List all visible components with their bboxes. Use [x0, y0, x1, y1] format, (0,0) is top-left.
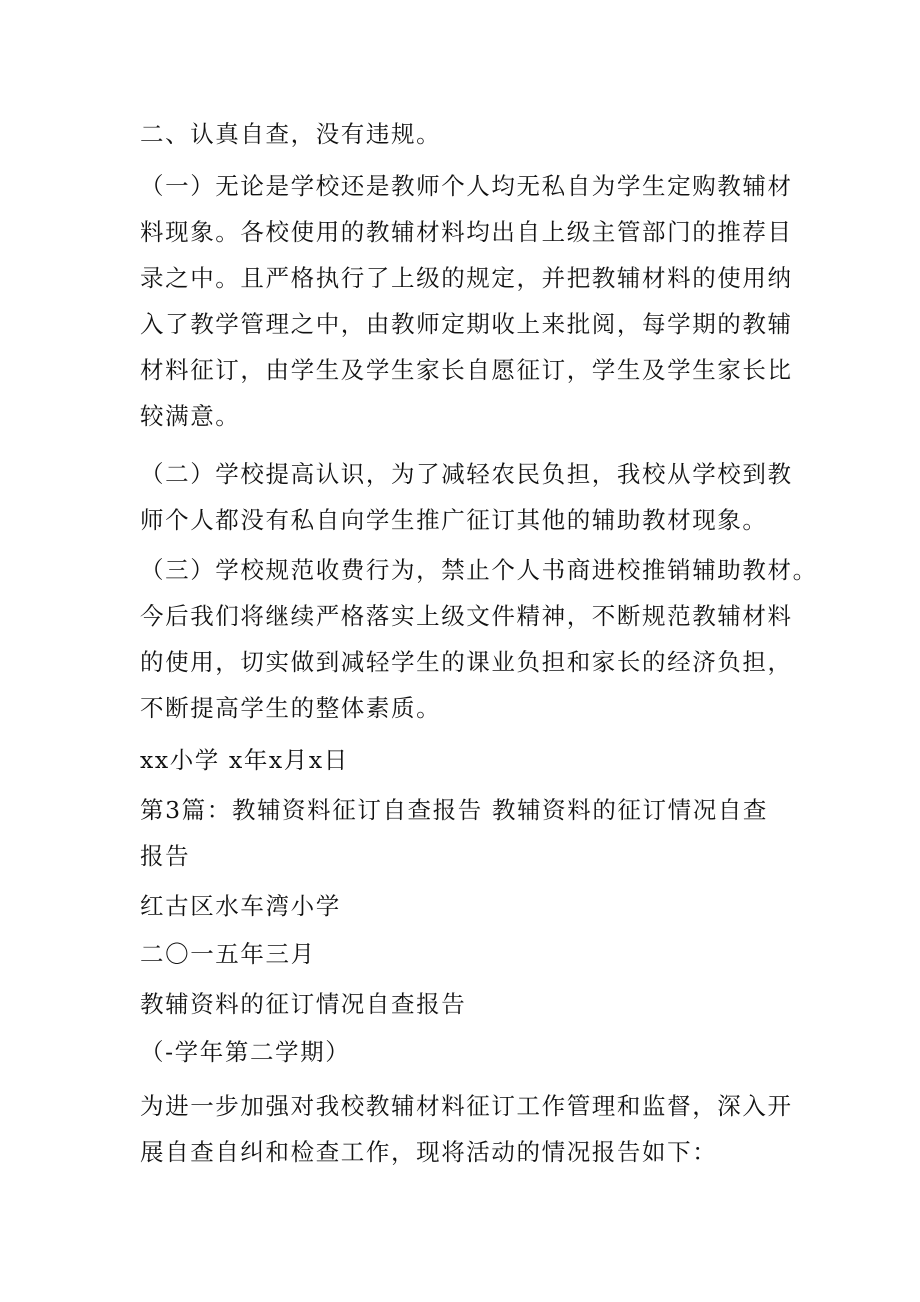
paragraph-line: 展自查自纠和检查工作，现将活动的情况报告如下：: [140, 1138, 718, 1166]
paragraph-line: 入了教学管理之中，由教师定期收上来批阅，每学期的教辅: [140, 310, 793, 338]
paragraph-line: 材料征订，由学生及学生家长自愿征订，学生及学生家长比: [140, 356, 793, 384]
paragraph-line: 师个人都没有私自向学生推广征订其他的辅助教材现象。: [140, 506, 768, 534]
paragraph-line: （二）学校提高认识，为了减轻农民负担，我校从学校到教: [140, 460, 793, 488]
chapter-title-line: 报告: [140, 842, 191, 870]
paragraph-line: 今后我们将继续严格落实上级文件精神，不断规范教辅材料: [140, 602, 793, 630]
paragraph-line: 料现象。各校使用的教辅材料均出自上级主管部门的推荐目: [140, 218, 793, 246]
report-subtitle: （-学年第二学期）: [140, 1038, 351, 1066]
paragraph-line: （一）无论是学校还是教师个人均无私自为学生定购教辅材: [140, 172, 793, 200]
paragraph-line: （三）学校规范收费行为，禁止个人书商进校推销辅助教材。: [140, 556, 818, 584]
report-date: 二〇一五年三月: [140, 940, 316, 968]
paragraph-line: 的使用，切实做到减轻学生的课业负担和家长的经济负担，: [140, 648, 793, 676]
paragraph-line: 录之中。且严格执行了上级的规定，并把教辅材料的使用纳: [140, 264, 793, 292]
school-name: 红古区水车湾小学: [140, 892, 341, 920]
report-title: 教辅资料的征订情况自查报告: [140, 990, 467, 1018]
paragraph-line: 不断提高学生的整体素质。: [140, 694, 442, 722]
chapter-title-line: 第3篇：教辅资料征订自查报告 教辅资料的征订情况自查: [140, 796, 769, 824]
signature-date-line: xx小学 x年x月x日: [140, 746, 349, 774]
paragraph-line: 较满意。: [140, 402, 241, 430]
section-heading: 二、认真自查，没有违规。: [140, 120, 442, 148]
paragraph-line: 为进一步加强对我校教辅材料征订工作管理和监督，深入开: [140, 1092, 793, 1120]
